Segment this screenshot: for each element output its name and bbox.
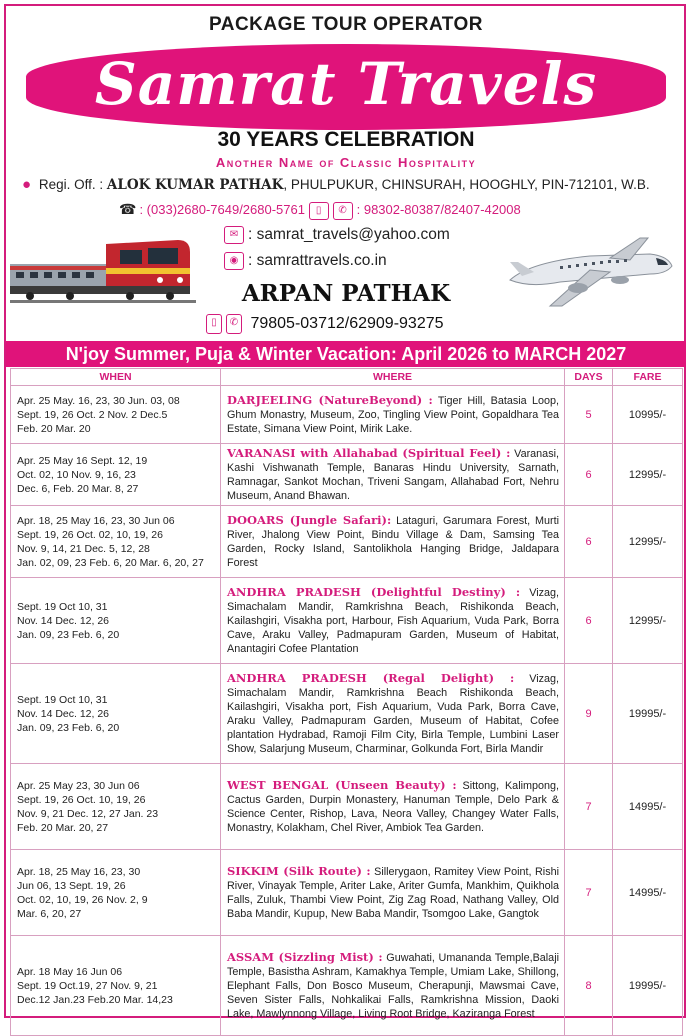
fare-cell: 12995/- <box>613 578 683 664</box>
date-line: Oct. 02, 10 Nov. 9, 16, 23 <box>17 468 136 481</box>
when-cell <box>11 850 221 936</box>
where-cell <box>221 936 565 1036</box>
date-line: Sept. 19, 26 Oct. 10, 19, 26 <box>17 793 146 806</box>
contact-phone[interactable]: 79805-03712/62909-93275 <box>250 315 444 333</box>
date-line: Sept. 19, 26 Oct. 2 Nov. 2 Dec.5 <box>17 408 168 421</box>
where-cell <box>221 444 565 506</box>
table-header <box>11 369 683 386</box>
date-line: Jan. 02, 09, 23 Feb. 6, 20 Mar. 6, 20, 27 <box>17 556 204 569</box>
date-line: Nov. 9, 21 Dec. 12, 27 Jan. 23 <box>17 807 159 820</box>
destination-places: Sillerygaon, Ramitey View Point, Rishi River, Vinayak Temple, Ariter Lake, Ariter Gumfa, Mankhim, Quikhola Falls, Zuluk, Thambi View Point, Zig Zag Road, Nathang Valley, Old Baba Mandir, Kupup, New Baba Mandir, Tsomgoo Lake, Gangtok <box>227 866 559 920</box>
date-line: Apr. 18 May 16 Jun 06 <box>17 965 123 978</box>
date-line: Sept. 19, 26 Oct. 02, 10, 19, 26 <box>17 528 163 541</box>
brand-name: Samrat Travels <box>94 50 598 118</box>
destination-places: Varanasi, Kashi Vishwanath Temple, Banaras Hindu University, Sarnath, Ramnagar, Sankot Mochan, Triveni Sangam, Allahabad Fort, Nehru Museum, Anand Bhawan. <box>227 448 559 502</box>
date-line: Dec.12 Jan.23 Feb.20 Mar. 14,23 <box>17 993 173 1006</box>
date-line: Nov. 9, 14, 21 Dec. 5, 12, 28 <box>17 542 150 555</box>
where-cell <box>221 850 565 936</box>
table-row <box>11 386 683 444</box>
date-line: Apr. 25 May. 16, 23, 30 Jun. 03, 08 <box>17 394 180 407</box>
tagline: Another Name of Classic Hospitality <box>215 155 477 170</box>
where-cell <box>221 764 565 850</box>
date-line: Jun 06, 13 Sept. 19, 26 <box>17 879 126 892</box>
date-line: Oct. 02, 10, 19, 26 Nov. 2, 9 <box>17 893 148 906</box>
registered-office <box>22 176 682 193</box>
table-row <box>11 936 683 1036</box>
column-header: WHERE <box>221 369 565 386</box>
when-cell <box>11 936 221 1036</box>
location-pin-icon: ● <box>22 176 32 193</box>
date-line: Apr. 25 May 16 Sept. 12, 19 <box>17 454 148 467</box>
email-address[interactable]: : samrat_travels@yahoo.com <box>248 226 450 244</box>
website-line <box>224 252 387 270</box>
days-cell: 5 <box>565 386 613 444</box>
date-line: Sept. 19 Oct 10, 31 <box>17 600 108 613</box>
mobile-numbers: : 98302-80387/82407-42008 <box>356 202 521 217</box>
fare-cell: 12995/- <box>613 506 683 578</box>
destination-name: ANDHRA PRADESH (Regal Delight) : <box>227 671 515 685</box>
destination-places: Vizag, Simachalam Mandir, Ramkrishna Beach Rishikonda Beach, Kailashgiri, Visakha port, Fish Aquarium, Vuda Park, Borra Cave, Araku Valley, Padmapuram Garden, Museum of Habitat, Cofee plantation Hydrabad, Ramoji Film City, Birla Temple, Lumbini Laser Show, Salarjung Museum, Charminar, Golkunda Fort, Birla Mandir <box>227 673 560 755</box>
telephone-icon: ☎ <box>119 201 137 217</box>
when-cell <box>11 578 221 664</box>
table-row <box>11 506 683 578</box>
date-line: Dec. 6, Feb. 20 Mar. 8, 27 <box>17 482 139 495</box>
destination-name: DOOARS (Jungle Safari): <box>227 513 392 527</box>
celebration-heading: 30 YEARS CELEBRATION <box>217 128 475 151</box>
destination-places: Tiger Hill, Batasia Loop, Ghum Monastry, Museum, Zoo, Tingling View Point, Gopaldhara Tea Estate, Simana View Point, Mirik Lake. <box>227 395 559 435</box>
table-row <box>11 664 683 764</box>
table-row <box>11 850 683 936</box>
when-cell <box>11 386 221 444</box>
date-line: Nov. 14 Dec. 12, 26 <box>17 707 110 720</box>
date-line: Apr. 18, 25 May 16, 23, 30 Jun 06 <box>17 514 175 527</box>
days-cell: 6 <box>565 506 613 578</box>
fare-cell: 10995/- <box>613 386 683 444</box>
column-header: DAYS <box>565 369 613 386</box>
days-cell: 8 <box>565 936 613 1036</box>
destination-name: DARJEELING (NatureBeyond) : <box>227 393 433 407</box>
date-line: Sept. 19 Oct.19, 27 Nov. 9, 21 <box>17 979 158 992</box>
where-cell <box>221 506 565 578</box>
tour-table <box>10 368 683 1036</box>
fare-cell: 12995/- <box>613 444 683 506</box>
email-line <box>224 226 450 244</box>
date-line: Apr. 25 May 23, 30 Jun 06 <box>17 779 140 792</box>
destination-places: Lataguri, Garumara Forest, Murti River, Jhalong View Point, Bindu Village & Dam, Samsing Tea Garden, Rocky Island, Santolikhola Hanging Bridge, Jaldapara Forest <box>227 515 559 569</box>
brand-banner <box>26 44 666 130</box>
destination-name: ASSAM (Sizzling Mist) : <box>227 950 383 964</box>
column-header: FARE <box>613 369 683 386</box>
days-cell: 9 <box>565 664 613 764</box>
vacation-strip: N'joy Summer, Puja & Winter Vacation: April 2026 to MARCH 2027 <box>6 341 686 367</box>
reg-person: ALOK KUMAR PATHAK <box>106 177 284 193</box>
whatsapp-icon: ✆ <box>226 314 242 334</box>
where-cell <box>221 664 565 764</box>
fare-cell: 19995/- <box>613 936 683 1036</box>
date-line: Apr. 18, 25 May 16, 23, 30 <box>17 865 141 878</box>
contact-person-name: ARPAN PATHAK <box>241 280 451 307</box>
when-cell <box>11 664 221 764</box>
destination-places: Guwahati, Umananda Temple,Balaji Temple, Basistha Ashram, Kamakhya Temple, Umiam Lake, Shillong, Elephant Falls, Don Bosco Museum, Cherapunji, Mawsmai Cave, Seven Sister Falls, Nohkalikai Falls, Ramkrishna Mission, Daoki Lake, Mawlynnong Village, Living Root Bridge, Kaziranga Forest <box>227 952 559 1020</box>
days-cell: 6 <box>565 444 613 506</box>
mobile-icon: ▯ <box>206 314 222 334</box>
fare-cell: 14995/- <box>613 764 683 850</box>
package-tour-label: PACKAGE TOUR OPERATOR <box>208 14 484 35</box>
date-line: Nov. 14 Dec. 12, 26 <box>17 614 110 627</box>
destination-places: Sittong, Kalimpong, Cactus Garden, Durpin Monastery, Hanuman Temple, Delo Park & Science Center, Rishop, Lava, Neora Valley, Changey Water Falls, Monastry, Kolakham, Chel River, Ambiok Tea Garden. <box>227 780 559 834</box>
when-cell <box>11 764 221 850</box>
destination-name: WEST BENGAL (Unseen Beauty) : <box>227 778 457 792</box>
date-line: Jan. 09, 23 Feb. 6, 20 <box>17 628 120 641</box>
where-cell <box>221 386 565 444</box>
days-cell: 7 <box>565 764 613 850</box>
reg-address: , PHULPUKUR, CHINSURAH, HOOGHLY, PIN-712101, W.B. <box>283 177 650 192</box>
where-cell <box>221 578 565 664</box>
destination-name: VARANASI with Allahabad (Spiritual Feel) : <box>227 446 511 460</box>
fare-cell: 14995/- <box>613 850 683 936</box>
phone-numbers <box>116 201 521 220</box>
whatsapp-icon: ✆ <box>333 202 353 220</box>
destination-name: SIKKIM (Silk Route) : <box>227 864 371 878</box>
when-cell <box>11 444 221 506</box>
contact-phone-line <box>206 314 444 334</box>
mobile-icon: ▯ <box>309 202 329 220</box>
date-line: Feb. 20 Mar. 20 <box>17 422 91 435</box>
website-url[interactable]: : samrattravels.co.in <box>248 252 387 270</box>
days-cell: 7 <box>565 850 613 936</box>
days-cell: 6 <box>565 578 613 664</box>
email-icon: ✉ <box>224 226 244 244</box>
when-cell <box>11 506 221 578</box>
date-line: Jan. 09, 23 Feb. 6, 20 <box>17 721 120 734</box>
date-line: Sept. 19 Oct 10, 31 <box>17 693 108 706</box>
destination-name: ANDHRA PRADESH (Delightful Destiny) : <box>227 585 521 599</box>
destination-places: Vizag, Simachalam Mandir, Ramkrishna Beach, Rishikonda Beach, Kailashgiri, Visakha port, Harbour, Fish Aquarium, Vuda Park, Borra Cave, Araku Valley, Padmapuram Garden, Museum of Habitat, Anantagiri Cofee Plantation <box>227 587 560 655</box>
date-line: Mar. 6, 20, 27 <box>17 907 82 920</box>
date-line: Feb. 20 Mar. 20, 27 <box>17 821 109 834</box>
landline-numbers: : (033)2680-7649/2680-5761 <box>139 202 305 217</box>
column-header: WHEN <box>11 369 221 386</box>
table-row <box>11 444 683 506</box>
fare-cell: 19995/- <box>613 664 683 764</box>
reg-label: Regi. Off. : <box>38 177 104 192</box>
globe-icon: ◉ <box>224 252 244 270</box>
table-row <box>11 578 683 664</box>
table-row <box>11 764 683 850</box>
